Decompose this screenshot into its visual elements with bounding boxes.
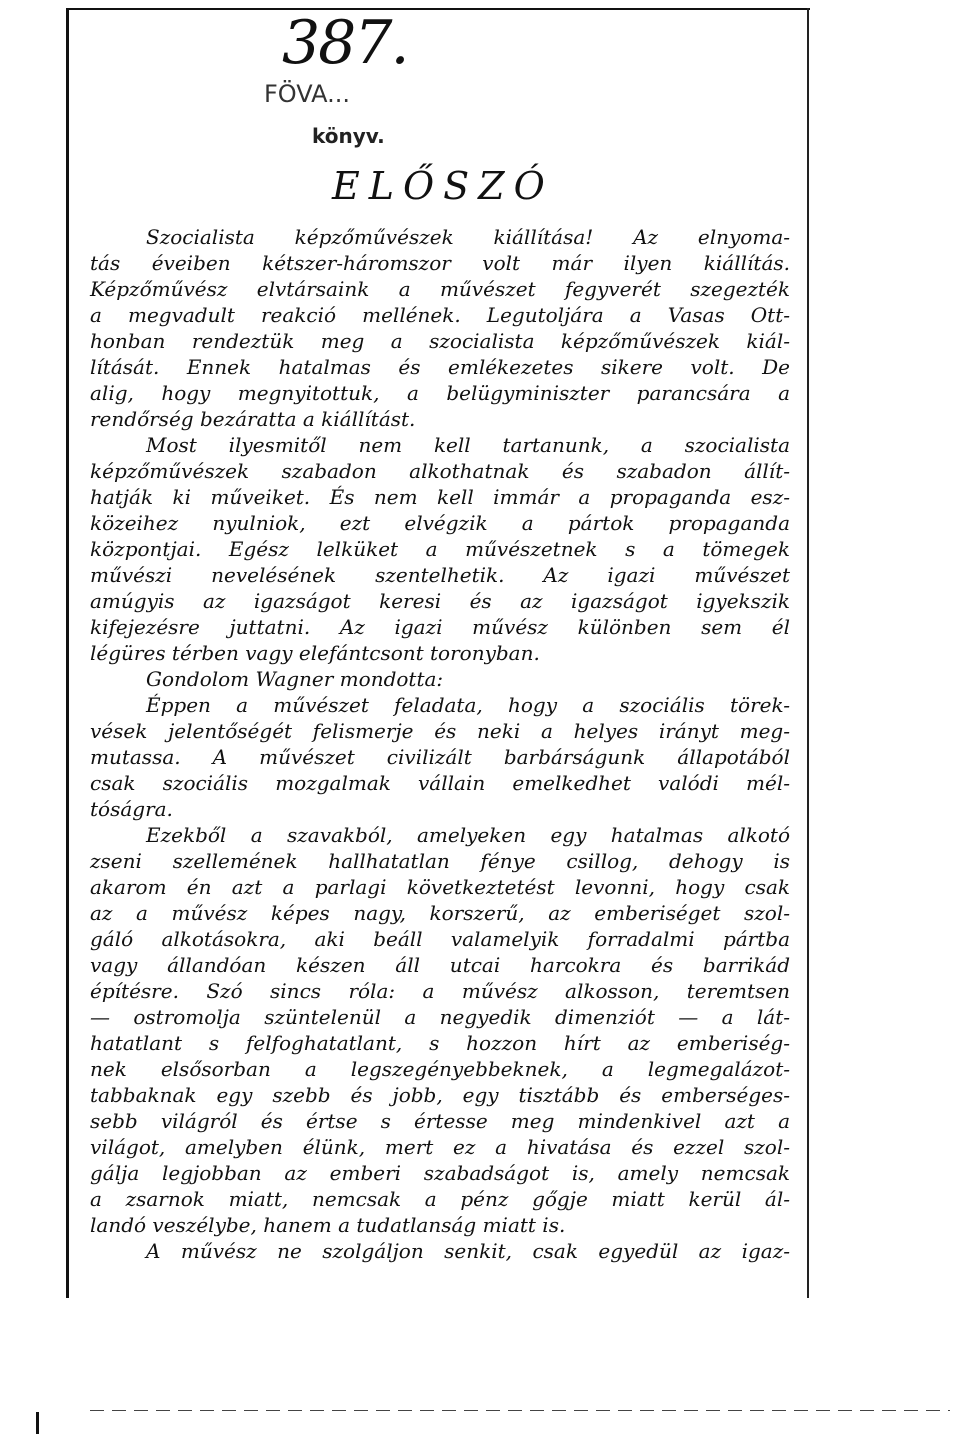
text-line: csak szociális mozgalmak vállain emelkedhet valódi mél-: [90, 771, 790, 795]
footer-rule: [90, 1410, 950, 1411]
text-line: képzőművészek szabadon alkothatnak és szabadon állít-: [90, 459, 790, 483]
border-right: [807, 8, 809, 1298]
page-title: ELŐSZÓ: [332, 164, 554, 208]
text-line: akarom én azt a parlagi következtetést levonni, hogy csak: [90, 875, 790, 899]
text-line: a megvadult reakció mellének. Legutoljára a Vasas Ott-: [90, 303, 790, 327]
text-line: Gondolom Wagner mondotta:: [146, 667, 444, 691]
body-text: [90, 224, 790, 1264]
text-line: mutassa. A művészet civilizált barbárságunk állapotából: [90, 745, 790, 769]
text-line: zseni szellemének hallhatatlan fénye csillog, dehogy is: [90, 849, 790, 873]
text-line: Éppen a művészet feladata, hogy a szociális törek-: [146, 693, 790, 717]
text-line: gálja legjobban az emberi szabadságot is, amely nemcsak: [90, 1161, 790, 1185]
text-line: honban rendeztük meg a szocialista képzőművészek kiál-: [90, 329, 790, 353]
scan-mark: [36, 1412, 39, 1434]
text-line: lítását. Ennek hatalmas és emlékezetes sikere volt. De: [90, 355, 790, 379]
text-line: művészi nevelésének szentelhetik. Az igazi művészet: [90, 563, 790, 587]
handwritten-page-number: 387.: [282, 8, 408, 78]
text-line: világot, amelyben élünk, mert ez a hivatása és ezzel szol-: [90, 1135, 790, 1159]
text-line: amúgyis az igazságot keresi és az igazságot igyekszik: [90, 589, 790, 613]
text-line: Képzőművész elvtársaink a művészet fegyverét szegezték: [90, 277, 790, 301]
handwritten-note: FÖVA...: [264, 80, 351, 108]
text-line: nek elsősorban a legszegényebbeknek, a legmegalázot-: [90, 1057, 790, 1081]
text-line: vések jelentőségét felismerje és neki a helyes irányt meg-: [90, 719, 790, 743]
handwritten-note-library: könyv.: [312, 124, 385, 148]
text-line: A művész ne szolgáljon senkit, csak egyedül az igaz-: [146, 1239, 790, 1263]
text-line: tás éveiben kétszer-háromszor volt már ilyen kiállítás.: [90, 251, 790, 275]
border-top: [66, 8, 810, 10]
text-line: a zsarnok miatt, nemcsak a pénz gőgje miatt kerül ál-: [90, 1187, 790, 1211]
text-line: — ostromolja szüntelenül a negyedik dimenziót — a lát-: [90, 1005, 790, 1029]
text-line: tabbaknak egy szebb és jobb, egy tisztább és emberséges-: [90, 1083, 790, 1107]
text-line: landó veszélybe, hanem a tudatlanság miatt is.: [90, 1213, 566, 1237]
text-line: vagy állandóan készen áll utcai harcokra és barrikád: [90, 953, 790, 977]
text-line: Most ilyesmitől nem kell tartanunk, a szocialista: [146, 433, 790, 457]
text-line: hatják ki műveiket. És nem kell immár a propaganda esz-: [90, 485, 790, 509]
text-line: légüres térben vagy elefántcsont toronyban.: [90, 641, 540, 665]
text-line: sebb világról és értse s értesse meg mindenkivel azt a: [90, 1109, 790, 1133]
text-line: gáló alkotásokra, aki beáll valamelyik forradalmi pártba: [90, 927, 790, 951]
text-line: alig, hogy megnyitottuk, a belügyminiszter parancsára a: [90, 381, 790, 405]
text-line: tóságra.: [90, 797, 173, 821]
text-line: Szocialista képzőművészek kiállítása! Az elnyoma-: [146, 225, 790, 249]
text-line: rendőrség bezáratta a kiállítást.: [90, 407, 416, 431]
text-line: közeihez nyulniok, ezt elvégzik a pártok propaganda: [90, 511, 790, 535]
text-line: az a művész képes nagy, korszerű, az emberiséget szol-: [90, 901, 790, 925]
border-left: [66, 8, 69, 1298]
text-line: építésre. Szó sincs róla: a művész alkosson, teremtsen: [90, 979, 790, 1003]
text-line: központjai. Egész lelküket a művészetnek s a tömegek: [90, 537, 790, 561]
text-line: kifejezésre juttatni. Az igazi művész különben sem él: [90, 615, 790, 639]
text-line: Ezekből a szavakból, amelyeken egy hatalmas alkotó: [146, 823, 790, 847]
text-line: hatatlant s felfoghatatlant, s hozzon hírt az emberiség-: [90, 1031, 790, 1055]
